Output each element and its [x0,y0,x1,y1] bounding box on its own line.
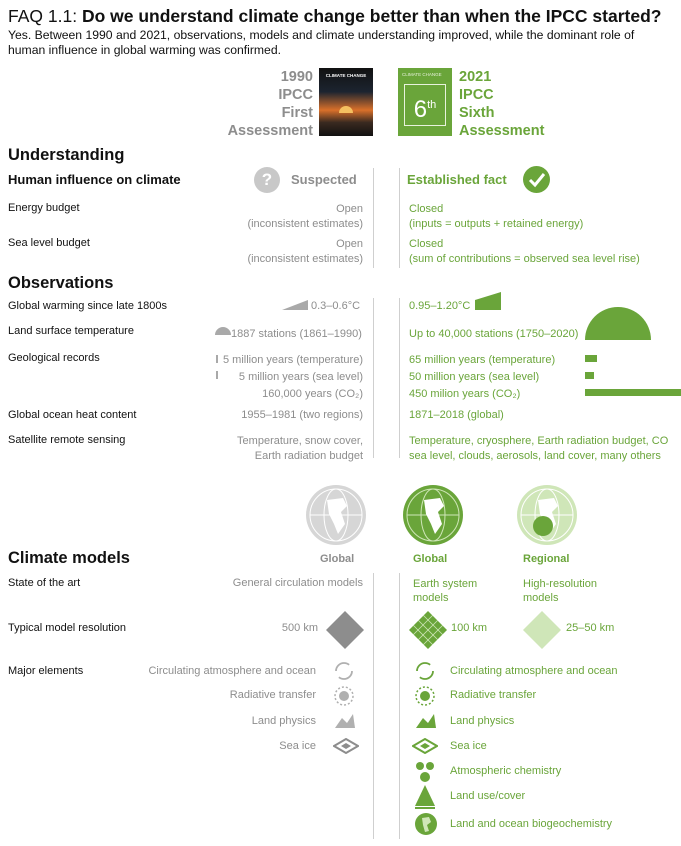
geo-new-item: 65 million years (temperature) [409,354,556,366]
cover-title: CLIMATE CHANGE [325,73,367,78]
geo-old-tick [216,371,218,379]
globe-old-label: Global [320,553,355,565]
circulation-icon-old [333,660,355,682]
report-year: 1990 [280,69,313,85]
model-type-line: models [523,592,559,604]
report-type: Assessment [227,123,313,139]
ocean-heat-new: 1871–2018 (global) [409,409,504,421]
geo-old-item: 160,000 years (CO₂) [262,388,363,400]
human-influence-new: Established fact [407,172,507,187]
report-ordinal: First [281,105,313,121]
sunset-image [339,106,353,113]
geo-bar-sea-level [585,372,594,379]
energy-budget-new [409,202,583,232]
faq-number: FAQ 1.1: [8,6,78,26]
state-of-art-regional [523,577,597,605]
model-type-line: High-resolution [523,578,597,590]
resolution-old: 500 km [281,622,318,634]
status-note: (inconsistent estimates) [247,218,363,230]
resolution-new: 100 km [451,622,488,634]
geological-label: Geological records [8,352,100,364]
geo-new-item: 450 milion years (CO₂) [409,388,521,400]
sea-ice-icon-old [333,738,359,754]
satellite-new [409,434,681,464]
global-warming-label: Global warming since late 1800s [8,300,167,312]
resolution-label: Typical model resolution [8,622,127,634]
geo-old-tick [216,355,218,363]
state-of-art-old: General circulation models [232,577,363,589]
element-new-radiative: Radiative transfer [450,689,537,701]
chemistry-icon [414,760,436,784]
human-influence-label: Human influence on climate [8,172,181,187]
geo-old-item: 5 million years (sea level) [238,371,363,383]
satellite-new-line: Temperature, cryosphere, Earth radiation budget, CO [409,435,669,447]
land-temp-new: Up to 40,000 stations (1750–2020) [409,328,579,340]
geo-new-item: 50 million years (sea level) [409,371,540,383]
land-use-icon [413,784,437,810]
checkmark-icon [523,166,550,193]
element-new-chemistry: Atmospheric chemistry [450,765,562,777]
sun-icon-new [414,685,436,707]
land-new-semicircle [585,307,651,340]
geo-bar-temperature [585,355,597,362]
report-year: 2021 [459,69,492,85]
element-new-landuse: Land use/cover [450,790,526,802]
state-of-art-new [413,577,477,605]
status-note: (sum of contributions = observed sea level rise) [409,253,640,265]
sea-level-budget-new [409,237,640,267]
report-2021-label [459,68,544,140]
element-new-land: Land physics [450,715,515,727]
faq-question: Do we understand climate change better than when the IPCC started? [81,6,662,26]
geo-new-list [409,352,555,403]
cover-sup: th [427,99,437,111]
element-old-seaice: Sea ice [279,740,316,752]
section-observations: Observations [8,274,114,292]
report-1990-label [228,68,313,140]
land-temp-label: Land surface temperature [8,325,134,337]
energy-budget-old [247,202,363,232]
circulation-icon-new [414,660,436,682]
satellite-new-line: sea level, clouds, aerosols, land cover, many others [409,450,661,462]
element-old-radiative: Radiative transfer [229,689,316,701]
human-influence-old: Suspected [291,172,357,187]
land-icon-old [333,710,357,732]
warming-new-wedge [475,292,501,310]
biogeochemistry-icon [414,812,438,836]
divider-right-3 [399,573,400,839]
global-warming-new: 0.95–1.20°C [409,300,471,312]
report-org: IPCC [459,87,494,103]
land-icon-new [414,710,438,732]
grid-diamond-icon-new [408,610,448,650]
warming-old-wedge [282,298,308,310]
model-type-line: Earth system [413,578,478,590]
ocean-heat-label: Global ocean heat content [8,409,137,421]
status-note: (inconsistent estimates) [247,253,363,265]
satellite-label: Satellite remote sensing [8,434,126,446]
globe-icon-new [402,484,464,546]
element-new-circulation: Circulating atmosphere and ocean [450,665,618,677]
status-note: (inputs = outputs + retained energy) [409,218,584,230]
faq-answer: Yes. Between 1990 and 2021, observations, models and climate understanding improved, while the dominant role of human influence in global warming was confirmed. [8,28,635,57]
divider-right-2 [399,298,400,458]
status-text: Closed [409,203,444,215]
grid-diamond-icon-regional [522,610,562,650]
globe-icon-regional [516,484,578,546]
status-text: Open [336,203,363,215]
check-glyph [523,166,550,193]
land-old-semicircle [215,327,231,335]
section-climate-models: Climate models [8,549,130,567]
status-text: Open [336,238,363,250]
report-ordinal: Sixth [459,105,495,121]
global-warming-old: 0.3–0.6°C [311,300,361,312]
question-icon: ? [254,167,280,193]
report-org: IPCC [278,87,313,103]
cover-title: CLIMATE CHANGE [402,72,442,77]
sea-level-budget-old [247,237,363,267]
section-understanding: Understanding [8,146,125,164]
geo-old-item: 5 million years (temperature) [223,354,363,366]
satellite-old-line: Earth radiation budget [254,450,363,462]
ocean-heat-old: 1955–1981 (two regions) [241,409,363,421]
cover-number: 6 [413,96,428,123]
status-text: Closed [409,238,444,250]
divider-right-1 [399,168,400,268]
sea-ice-icon-new [412,738,438,754]
globe-icon-old [305,484,367,546]
satellite-old [237,434,363,464]
element-old-circulation: Circulating atmosphere and ocean [148,665,316,677]
globe-new-label: Global [413,553,448,565]
divider-left-2 [373,298,374,458]
divider-left-3 [373,573,374,839]
cover-number-box [404,84,446,126]
element-new-seaice: Sea ice [450,740,487,752]
page-title [8,6,661,27]
report-type: Assessment [459,123,545,139]
sea-level-budget-label: Sea level budget [8,237,90,249]
land-temp-old: 1887 stations (1861–1990) [231,328,362,340]
satellite-old-line: Temperature, snow cover, [237,435,363,447]
element-new-biogeochem: Land and ocean biogeochemistry [450,818,613,830]
resolution-regional: 25–50 km [566,622,615,634]
globe-regional-label: Regional [523,553,570,565]
energy-budget-label: Energy budget [8,202,80,214]
geo-old-list [223,352,363,403]
model-type-line: models [413,592,449,604]
state-of-art-label: State of the art [8,577,81,589]
report-1990-cover [319,68,373,136]
grid-diamond-icon-old [325,610,365,650]
report-2021-cover [398,68,452,136]
sun-icon-old [333,685,355,707]
divider-left-1 [373,168,374,268]
element-old-land: Land physics [251,715,316,727]
major-elements-label: Major elements [8,665,84,677]
geo-bar-co2 [585,389,681,396]
